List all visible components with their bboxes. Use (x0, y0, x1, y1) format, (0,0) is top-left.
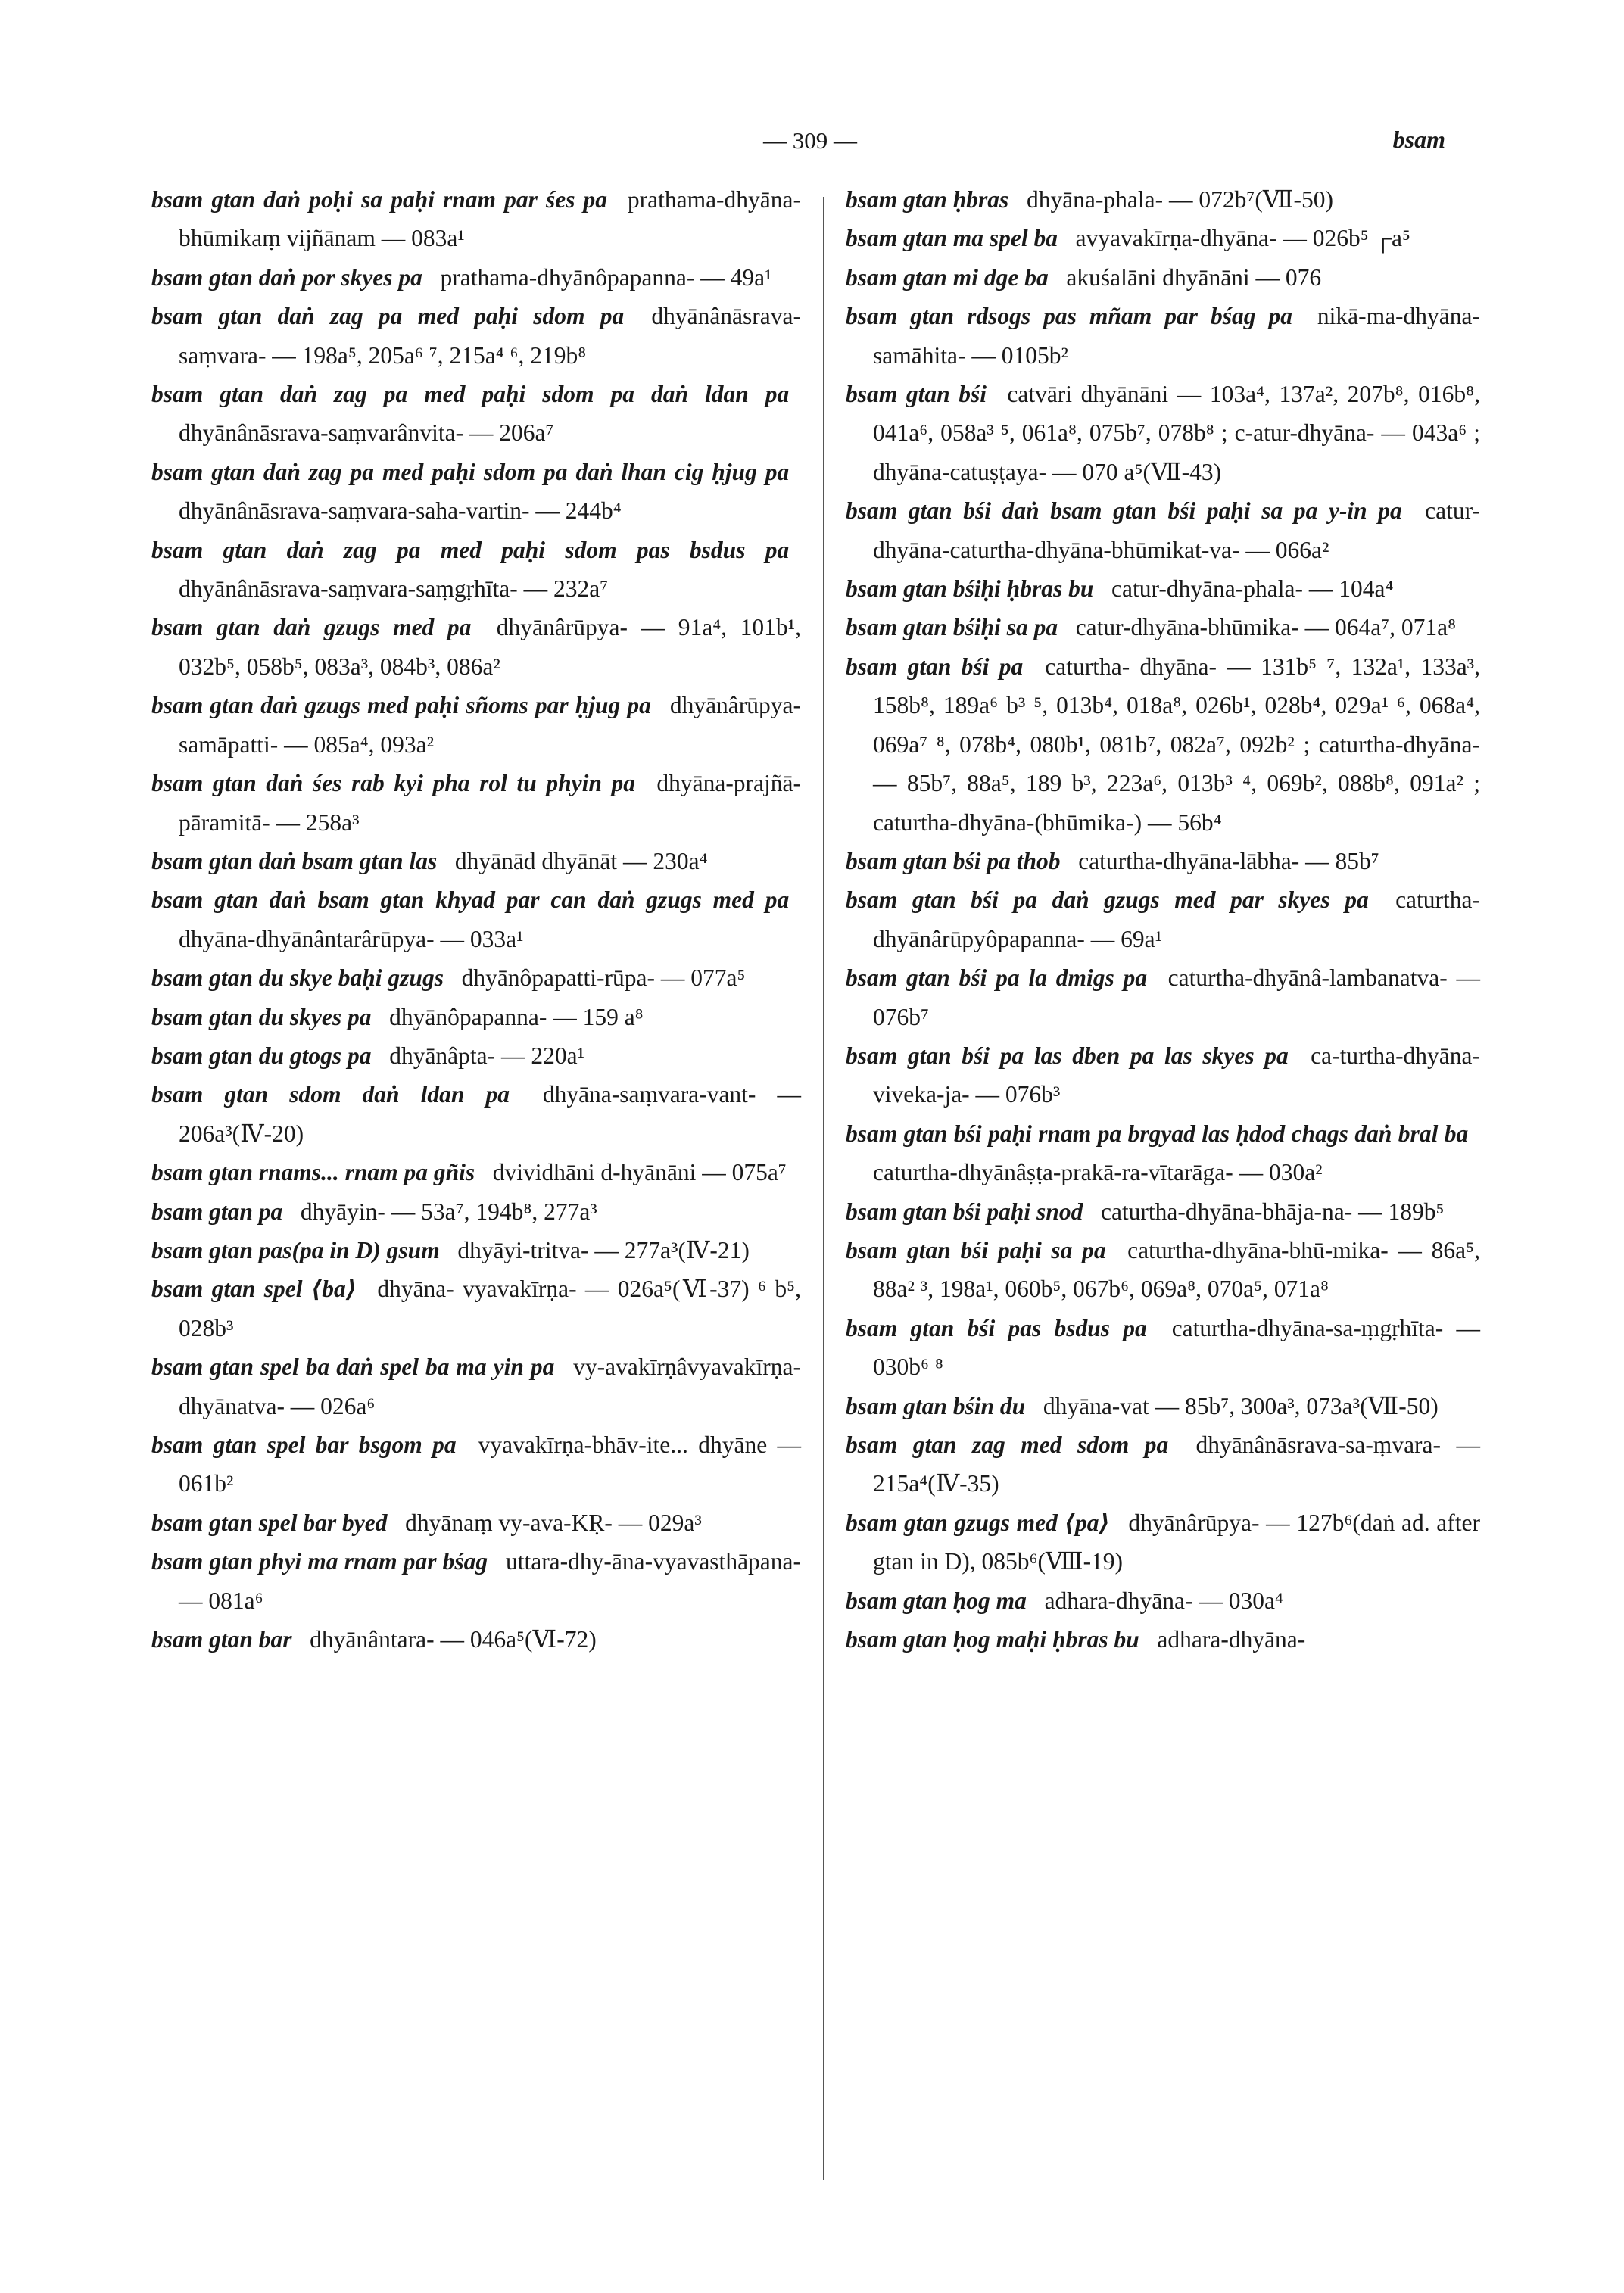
entry-headword: bsam gtan spel ⟨ba⟩ (151, 1276, 357, 1303)
entry-headword: bsam gtan bśi pa thob (846, 847, 1061, 874)
dictionary-entry (151, 531, 801, 609)
entry-headword: bsam gtan daṅ zag pa med paḥi sdom pa daṅ lhan cig ḥjug pa (151, 458, 790, 485)
entry-headword: bsam gtan daṅ bsam gtan las (151, 847, 438, 874)
entry-definition: dhyānânāsrava-saṃvara-saha-vartin- — 244b⁴ (179, 497, 622, 525)
entry-headword: bsam gtan spel bar byed (151, 1509, 388, 1536)
dictionary-entry (846, 1231, 1480, 1309)
entry-definition: prathama-dhyānôpapanna- — 49a¹ (440, 263, 772, 291)
entry-definition: nikā-ma-dhyāna-samāhita- — 0105b² (873, 303, 1480, 369)
entry-definition: caturtha-dhyāna-sa-ṃgṛhīta- — 030b⁶ ⁸ (873, 1314, 1481, 1381)
dictionary-entry (151, 1347, 801, 1425)
dictionary-entry (151, 1425, 801, 1503)
dictionary-entry (846, 1581, 1480, 1620)
dictionary-entry (151, 1270, 801, 1347)
entry-headword: bsam gtan bśi (846, 381, 987, 408)
entry-definition: dhyānântara- — 046a⁵(Ⅵ-72) (310, 1626, 597, 1653)
entry-headword: bsam gtan daṅ śes rab kyi pha rol tu phyin pa (151, 770, 635, 797)
entry-headword: bsam gtan du skyes pa (151, 1003, 372, 1030)
dictionary-entry (151, 1503, 801, 1542)
entry-headword: bsam gtan spel ba daṅ spel ba ma yin pa (151, 1354, 555, 1381)
dictionary-entry (846, 1620, 1480, 1659)
dictionary-entry (151, 1036, 801, 1075)
dictionary-entry (846, 1503, 1480, 1581)
entry-headword: bsam gtan mi dge ba (846, 263, 1049, 291)
entry-headword: bsam gtan pa (151, 1198, 283, 1225)
dictionary-entry (846, 1309, 1480, 1387)
dictionary-entry (846, 1192, 1480, 1231)
right-column (846, 180, 1480, 1659)
entry-definition: avyavakīrṇa-dhyāna- — 026b⁵ ┌a⁵ (1075, 225, 1410, 252)
entry-headword: bsam gtan daṅ zag pa med paḥi sdom pas bsdus pa (151, 536, 790, 563)
entry-definition: dhyāna-vat — 85b⁷, 300a³, 073a³(Ⅶ-50) (1043, 1392, 1439, 1419)
entry-definition: dhyānârūpya- — 91a⁴, 101b¹, 032b⁵, 058b⁵, 083a³, 084b³, 086a² (179, 614, 801, 680)
dictionary-entry (151, 608, 801, 686)
entry-headword: bsam gtan daṅ gzugs med paḥi sñoms par ḥjug pa (151, 692, 651, 719)
entry-definition: dhyāna- vyavakīrṇa- — 026a⁵(Ⅵ-37) ⁶ b⁵, 028b³ (179, 1276, 801, 1341)
dictionary-entry (151, 998, 801, 1036)
dictionary-entry (151, 958, 801, 997)
dictionary-entry (846, 880, 1480, 958)
entry-definition: caturtha- dhyāna- — 131b⁵ ⁷, 132a¹, 133a³, 158b⁸, 189a⁶ b³ ⁵, 013b⁴, 018a⁸, 026b¹, 028b⁴, 029a¹ ⁶, 068a⁴, 069a⁷ ⁸, 078b⁴, 080b¹, 081b⁷, 082a⁷, 092b² ; caturtha-dhyāna- — 85b⁷, 88a⁵, 189 b³, 223a⁶, 013b³ ⁴, 069b², 088b⁸, 091a² ; caturtha-dhyāna-(bhūmika-) — 56b⁴ (873, 653, 1480, 836)
entry-definition: dhyānârūpya- — 127b⁶(daṅ ad. after gtan in D), 085b⁶(Ⅷ-19) (873, 1509, 1481, 1575)
entry-definition: prathama-dhyāna-bhūmikaṃ vijñānam — 083a¹ (179, 186, 802, 252)
entry-headword: bsam gtan bśi pa las dben pa las skyes pa (846, 1042, 1289, 1069)
entry-headword: bsam gtan ḥog ma (846, 1587, 1027, 1614)
entry-headword: bsam gtan spel bar bsgom pa (151, 1432, 457, 1458)
entry-headword: bsam gtan rnams... rnam pa gñis (151, 1159, 475, 1186)
entry-headword: bsam gtan pas(pa in D) gsum (151, 1236, 440, 1263)
dictionary-entry (846, 647, 1480, 842)
dictionary-entry (151, 1231, 801, 1270)
dictionary-entry (151, 842, 801, 880)
entry-headword: bsam gtan rdsogs pas mñam par bśag pa (846, 303, 1293, 330)
entry-headword: bsam gtan bśi pa (846, 653, 1024, 680)
column-divider (823, 197, 824, 2180)
entry-headword: bsam gtan bśi paḥi sa pa (846, 1236, 1106, 1263)
dictionary-entry (151, 1542, 801, 1620)
entry-definition: dhyāna-phala- — 072b⁷(Ⅶ-50) (1026, 186, 1333, 213)
entry-headword: bsam gtan daṅ gzugs med pa (151, 614, 472, 641)
entry-headword: bsam gtan bśi pa daṅ gzugs med par skyes pa (846, 886, 1369, 914)
dictionary-entry (151, 764, 801, 842)
dictionary-entry (151, 1192, 801, 1231)
entry-definition: dhyāyi-tritva- — 277a³(Ⅳ-21) (457, 1236, 750, 1263)
dictionary-entry (151, 880, 801, 958)
entry-headword: bsam gtan gzugs med ⟨pa⟩ (846, 1509, 1110, 1536)
entry-headword: bsam gtan bśiḥi ḥbras bu (846, 575, 1094, 603)
entry-headword: bsam gtan daṅ poḥi sa paḥi rnam par śes pa (151, 186, 608, 213)
entry-headword: bsam gtan daṅ bsam gtan khyad par can daṅ gzugs med pa (151, 886, 790, 914)
dictionary-entry (846, 958, 1480, 1036)
entry-definition: dhyāna-prajñā-pāramitā- — 258a³ (179, 770, 802, 836)
entry-definition: caturtha-dhyāna-lābha- — 85b⁷ (1078, 847, 1379, 874)
dictionary-entry (846, 1036, 1480, 1114)
entry-definition: adhara-dhyāna- — 030a⁴ (1044, 1587, 1283, 1614)
entry-definition: dhyānôpapatti-rūpa- — 077a⁵ (461, 964, 746, 992)
entry-headword: bsam gtan sdom daṅ ldan pa (151, 1081, 510, 1108)
page-number: — 309 — (763, 127, 857, 154)
dictionary-entry (846, 1114, 1480, 1192)
dictionary-entry (846, 1425, 1480, 1503)
dictionary-entry (151, 375, 801, 453)
entry-headword: bsam gtan bśin du (846, 1392, 1026, 1419)
entry-definition: catur-dhyāna-bhūmika- — 064a⁷, 071a⁸ (1075, 614, 1457, 641)
entry-definition: catur-dhyāna-phala- — 104a⁴ (1111, 575, 1394, 603)
entry-definition: dhyāyin- — 53a⁷, 194b⁸, 277a³ (300, 1198, 597, 1225)
entry-definition: catur-dhyāna-caturtha-dhyāna-bhūmikat-va- — 066a² (873, 497, 1480, 563)
entry-definition: caturtha-dhyānârūpyôpapanna- — 69a¹ (873, 886, 1480, 952)
dictionary-entry (846, 258, 1480, 297)
dictionary-entry (846, 219, 1480, 257)
entry-headword: bsam gtan bśi daṅ bsam gtan bśi paḥi sa pa y-in pa (846, 497, 1402, 525)
entry-headword: bsam gtan bar (151, 1626, 292, 1653)
entry-definition: uttara-dhy-āna-vyavasthāpana- — 081a⁶ (179, 1548, 801, 1614)
left-column (151, 180, 801, 1659)
entry-headword: bsam gtan du gtogs pa (151, 1042, 372, 1069)
dictionary-entry (151, 1075, 801, 1153)
entry-definition: catvāri dhyānāni — 103a⁴, 137a², 207b⁸, 016b⁸, 041a⁶, 058a³ ⁵, 061a⁸, 075b⁷, 078b⁸ ; c-atur-dhyāna- — 043a⁶ ; dhyāna-catuṣṭaya- — 070 a⁵(Ⅶ-43) (873, 381, 1480, 485)
entry-definition: vyavakīrṇa-bhāv-ite... dhyāne — 061b² (179, 1432, 801, 1497)
entry-headword: bsam gtan daṅ zag pa med paḥi sdom pa daṅ ldan pa (151, 381, 790, 408)
dictionary-entry (846, 180, 1480, 219)
entry-definition: dhyānâpta- — 220a¹ (389, 1042, 585, 1069)
entry-definition: dhyānôpapanna- — 159 a⁸ (389, 1003, 644, 1030)
entry-headword: bsam gtan bśi paḥi snod (846, 1198, 1083, 1225)
entry-headword: bsam gtan bśi pa la dmigs pa (846, 964, 1148, 992)
dictionary-entry (151, 453, 801, 531)
entry-definition: dhyānânāsrava-saṃvara-saṃgṛhīta- — 232a⁷ (179, 575, 609, 603)
dictionary-entry (151, 686, 801, 764)
entry-definition: dhyānârūpya-samāpatti- — 085a⁴, 093a² (179, 692, 801, 758)
entry-headword: bsam gtan ma spel ba (846, 225, 1058, 252)
entry-definition: ca-turtha-dhyāna-viveka-ja- — 076b³ (873, 1042, 1481, 1108)
entry-definition: akuśalāni dhyānāni — 076 (1066, 263, 1322, 291)
entry-definition: caturtha-dhyānâṣṭa-prakā-ra-vītarāga- — 030a² (873, 1159, 1323, 1186)
entry-definition: caturtha-dhyāna-bhāja-na- — 189b⁵ (1100, 1198, 1445, 1225)
entry-definition: caturtha-dhyāna-bhū-mika- — 86a⁵, 88a² ³, 198a¹, 060b⁵, 067b⁶, 069a⁸, 070a⁵, 071a⁸ (873, 1236, 1480, 1303)
entry-definition: dhyānânāsrava-sa-ṃvara- — 215a⁴(Ⅳ-35) (873, 1432, 1480, 1497)
entry-headword: bsam gtan bśi pas bsdus pa (846, 1314, 1147, 1341)
entry-headword: bsam gtan daṅ zag pa med paḥi sdom pa (151, 303, 625, 330)
entry-headword: bsam gtan du skye baḥi gzugs (151, 964, 444, 992)
entry-definition: dhyāna-saṃvara-vant- — 206a³(Ⅳ-20) (179, 1081, 801, 1147)
dictionary-entry (151, 180, 801, 258)
entry-definition: dhyānânāsrava-saṃvara- — 198a⁵, 205a⁶ ⁷, 215a⁴ ⁶, 219b⁸ (179, 303, 801, 369)
dictionary-entry (846, 1387, 1480, 1425)
entry-definition: dvividhāni d-hyānāni — 075a⁷ (492, 1159, 787, 1186)
entry-headword: bsam gtan ḥbras (846, 186, 1009, 213)
dictionary-entry (846, 375, 1480, 491)
dictionary-entry (846, 842, 1480, 880)
entry-headword: bsam gtan bśi paḥi rnam pa brgyad las ḥdod chags daṅ bral ba (846, 1120, 1469, 1147)
entry-definition: vy-avakīrṇâvyavakīrṇa-dhyānatva- — 026a⁶ (179, 1354, 801, 1419)
entry-definition: dhyānânāsrava-saṃvarânvita- — 206a⁷ (179, 419, 554, 447)
entry-definition: dhyāna-dhyānântarârūpya- — 033a¹ (179, 925, 524, 952)
entry-definition: caturtha-dhyānâ-lambanatva- — 076b⁷ (873, 964, 1480, 1030)
dictionary-entry (846, 608, 1480, 646)
dictionary-entry (846, 491, 1480, 569)
entry-headword: bsam gtan daṅ por skyes pa (151, 263, 422, 291)
running-head: bsam (1392, 126, 1445, 153)
entry-definition: dhyānād dhyānāt — 230a⁴ (454, 847, 708, 874)
entry-headword: bsam gtan bśiḥi sa pa (846, 614, 1058, 641)
entry-headword: bsam gtan ḥog maḥi ḥbras bu (846, 1626, 1139, 1653)
dictionary-entry (846, 297, 1480, 375)
dictionary-entry (151, 1153, 801, 1192)
dictionary-entry (151, 1620, 801, 1659)
entry-definition: dhyānaṃ vy-ava-KṚ- — 029a³ (405, 1509, 702, 1536)
dictionary-entry (151, 258, 801, 297)
entry-headword: bsam gtan phyi ma rnam par bśag (151, 1548, 488, 1575)
dictionary-entry (151, 297, 801, 375)
entry-headword: bsam gtan zag med sdom pa (846, 1432, 1169, 1458)
entry-definition: adhara-dhyāna- (1157, 1626, 1306, 1653)
dictionary-entry (846, 569, 1480, 608)
